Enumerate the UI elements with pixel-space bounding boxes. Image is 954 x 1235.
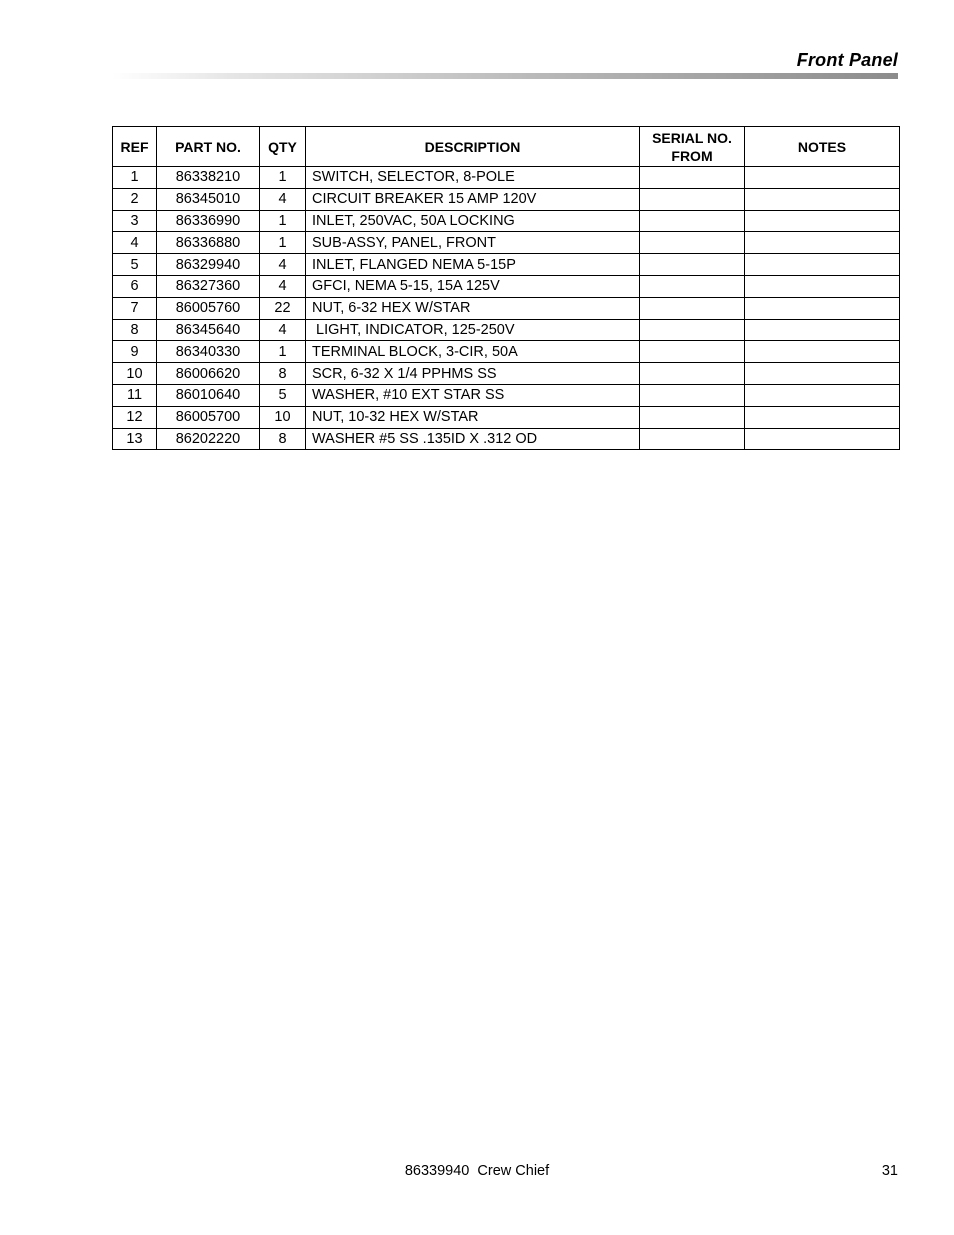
cell-notes <box>745 254 900 276</box>
cell-qty: 1 <box>260 167 306 189</box>
cell-description: NUT, 10-32 HEX W/STAR <box>306 406 640 428</box>
cell-description: WASHER #5 SS .135ID X .312 OD <box>306 428 640 450</box>
cell-notes <box>745 428 900 450</box>
table-row <box>113 232 900 254</box>
cell-qty: 4 <box>260 254 306 276</box>
cell-ref: 8 <box>113 319 157 341</box>
table-row <box>113 275 900 297</box>
cell-qty: 10 <box>260 406 306 428</box>
table-row <box>113 406 900 428</box>
cell-description: GFCI, NEMA 5-15, 15A 125V <box>306 275 640 297</box>
cell-ref: 10 <box>113 363 157 385</box>
cell-ref: 5 <box>113 254 157 276</box>
table-row <box>113 428 900 450</box>
parts-table-body <box>113 167 900 450</box>
cell-part-no: 86202220 <box>157 428 260 450</box>
parts-table <box>112 126 900 450</box>
cell-notes <box>745 384 900 406</box>
cell-ref: 2 <box>113 188 157 210</box>
cell-serial-from <box>640 363 745 385</box>
cell-description: INLET, 250VAC, 50A LOCKING <box>306 210 640 232</box>
table-row <box>113 341 900 363</box>
column-header-notes: NOTES <box>745 127 900 167</box>
cell-notes <box>745 210 900 232</box>
cell-qty: 1 <box>260 341 306 363</box>
cell-ref: 7 <box>113 297 157 319</box>
cell-part-no: 86338210 <box>157 167 260 189</box>
cell-notes <box>745 341 900 363</box>
cell-qty: 4 <box>260 319 306 341</box>
cell-serial-from <box>640 188 745 210</box>
cell-part-no: 86345010 <box>157 188 260 210</box>
page-number: 31 <box>881 1163 898 1179</box>
cell-serial-from <box>640 319 745 341</box>
cell-ref: 4 <box>113 232 157 254</box>
cell-serial-from <box>640 275 745 297</box>
cell-qty: 22 <box>260 297 306 319</box>
cell-description: LIGHT, INDICATOR, 125-250V <box>306 319 640 341</box>
cell-ref: 6 <box>113 275 157 297</box>
cell-notes <box>745 406 900 428</box>
footer-doc-title: 86339940 Crew Chief <box>404 1163 550 1179</box>
cell-description: NUT, 6-32 HEX W/STAR <box>306 297 640 319</box>
cell-qty: 5 <box>260 384 306 406</box>
cell-ref: 9 <box>113 341 157 363</box>
cell-ref: 13 <box>113 428 157 450</box>
cell-part-no: 86336880 <box>157 232 260 254</box>
cell-serial-from <box>640 210 745 232</box>
cell-serial-from <box>640 406 745 428</box>
cell-serial-from <box>640 232 745 254</box>
cell-description: SCR, 6-32 X 1/4 PPHMS SS <box>306 363 640 385</box>
cell-qty: 1 <box>260 232 306 254</box>
cell-ref: 12 <box>113 406 157 428</box>
cell-qty: 1 <box>260 210 306 232</box>
cell-serial-from <box>640 341 745 363</box>
cell-notes <box>745 363 900 385</box>
cell-part-no: 86005760 <box>157 297 260 319</box>
cell-part-no: 86336990 <box>157 210 260 232</box>
cell-notes <box>745 319 900 341</box>
cell-notes <box>745 275 900 297</box>
cell-description: CIRCUIT BREAKER 15 AMP 120V <box>306 188 640 210</box>
table-row <box>113 167 900 189</box>
cell-part-no: 86340330 <box>157 341 260 363</box>
cell-serial-from <box>640 254 745 276</box>
cell-description: WASHER, #10 EXT STAR SS <box>306 384 640 406</box>
table-row <box>113 319 900 341</box>
cell-notes <box>745 232 900 254</box>
cell-qty: 4 <box>260 188 306 210</box>
column-header-qty: QTY <box>260 127 306 167</box>
cell-notes <box>745 188 900 210</box>
table-row <box>113 297 900 319</box>
table-row <box>113 254 900 276</box>
cell-description: INLET, FLANGED NEMA 5-15P <box>306 254 640 276</box>
cell-serial-from <box>640 167 745 189</box>
table-row <box>113 210 900 232</box>
cell-part-no: 86005700 <box>157 406 260 428</box>
cell-part-no: 86329940 <box>157 254 260 276</box>
cell-qty: 4 <box>260 275 306 297</box>
column-header-ref: REF <box>113 127 157 167</box>
cell-serial-from <box>640 297 745 319</box>
section-title: Front Panel <box>796 50 898 70</box>
cell-ref: 11 <box>113 384 157 406</box>
table-row <box>113 363 900 385</box>
cell-notes <box>745 167 900 189</box>
column-header-serial-from: SERIAL NO. FROM <box>640 127 745 167</box>
cell-description: SWITCH, SELECTOR, 8-POLE <box>306 167 640 189</box>
column-header-part-no: PART NO. <box>157 127 260 167</box>
cell-part-no: 86327360 <box>157 275 260 297</box>
cell-notes <box>745 297 900 319</box>
column-header-description: DESCRIPTION <box>306 127 640 167</box>
cell-serial-from <box>640 428 745 450</box>
cell-ref: 1 <box>113 167 157 189</box>
table-row <box>113 384 900 406</box>
cell-ref: 3 <box>113 210 157 232</box>
cell-serial-from <box>640 384 745 406</box>
cell-part-no: 86345640 <box>157 319 260 341</box>
table-row <box>113 188 900 210</box>
cell-description: SUB-ASSY, PANEL, FRONT <box>306 232 640 254</box>
cell-part-no: 86010640 <box>157 384 260 406</box>
table-header-row <box>113 127 900 167</box>
cell-part-no: 86006620 <box>157 363 260 385</box>
cell-qty: 8 <box>260 363 306 385</box>
cell-description: TERMINAL BLOCK, 3-CIR, 50A <box>306 341 640 363</box>
cell-qty: 8 <box>260 428 306 450</box>
header-rule <box>112 73 898 79</box>
